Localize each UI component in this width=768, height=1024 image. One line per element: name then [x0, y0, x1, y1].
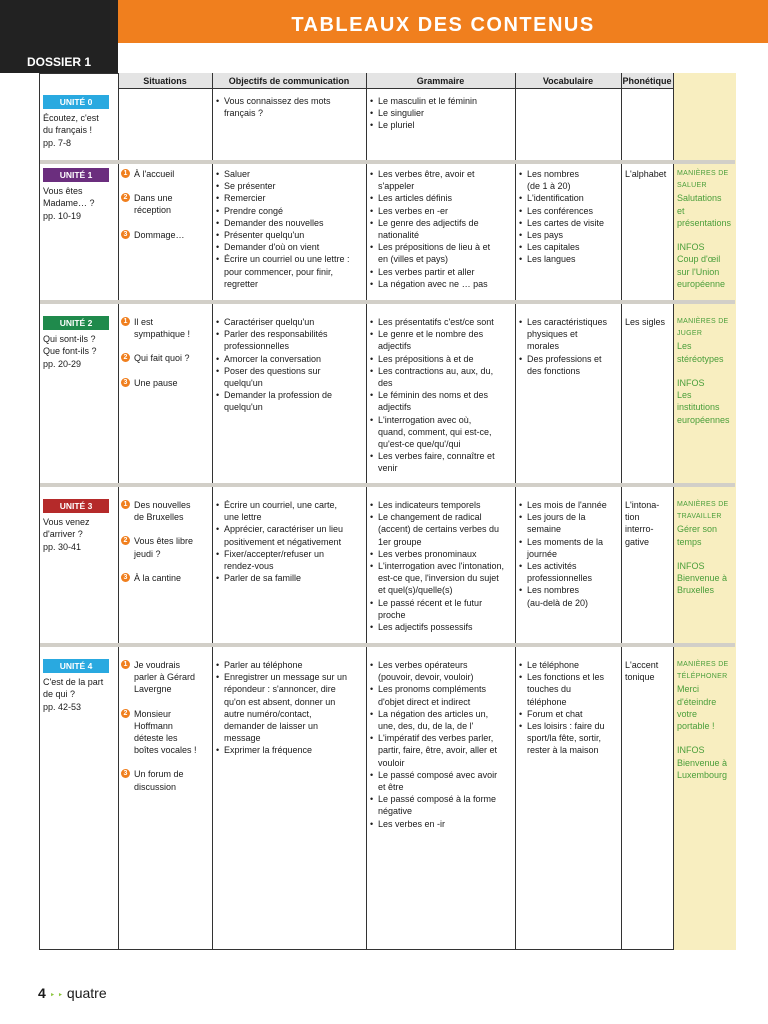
- manieres-body: Salutations et présentations INFOS Coup d'œil sur l'Union européenne: [677, 193, 732, 289]
- vocabulaire-cell: [519, 168, 619, 266]
- header-vocabulaire: Vocabulaire: [542, 76, 594, 86]
- column-divider: [515, 73, 516, 950]
- unit-badge: UNITÉ 3: [43, 499, 109, 513]
- objectif-item: • Vous connaissez des mots français ?: [216, 95, 362, 119]
- objectif-list: [216, 168, 362, 290]
- phonetique-cell: L'accent tonique: [625, 660, 659, 683]
- grammaire-list: [370, 499, 512, 633]
- objectif-item: • Se présenter: [216, 180, 362, 192]
- page-footer: [38, 985, 107, 1001]
- grammaire-item: • L'impératif des verbes parler, partir, faire, être, avoir, aller et vouloir: [370, 732, 512, 769]
- situation-text: Il est sympathique !: [134, 317, 191, 340]
- objectif-item: • Saluer: [216, 168, 362, 180]
- grammaire-item: • Les contractions au, aux, du, des: [370, 365, 512, 389]
- vocabulaire-list: [519, 316, 619, 377]
- situation-item: [121, 316, 210, 340]
- situations-cell: [121, 168, 210, 253]
- vocabulaire-item: • Les moments de la journée: [519, 536, 619, 560]
- unit-badge: UNITÉ 1: [43, 168, 109, 182]
- objectif-item: • Poser des questions sur quelqu'un: [216, 365, 362, 389]
- objectif-list: [216, 316, 362, 414]
- grammaire-cell: [370, 316, 512, 475]
- vocabulaire-item: • Les nombres (au-delà de 20): [519, 584, 619, 608]
- vocabulaire-item: • Forum et chat: [519, 708, 619, 720]
- number-badge-icon: 2: [121, 709, 130, 718]
- grammaire-item: • Le pluriel: [370, 119, 512, 131]
- vocabulaire-item: • Les activités professionnelles: [519, 560, 619, 584]
- situation-text: Des nouvelles de Bruxelles: [134, 500, 191, 523]
- vocabulaire-item: • Les loisirs : faire du sport/la fête, sortir, rester à la maison: [519, 720, 619, 757]
- objectifs-cell: [216, 499, 362, 584]
- vocabulaire-item: • Les fonctions et les touches du téléphone: [519, 671, 619, 708]
- vocabulaire-item: • Les caractéristiques physiques et morales: [519, 316, 619, 353]
- situation-item: [121, 499, 210, 523]
- unit-cell: [43, 95, 115, 149]
- number-badge-icon: 1: [121, 500, 130, 509]
- grammaire-item: • Le masculin et le féminin: [370, 95, 512, 107]
- objectif-item: • Fixer/accepter/refuser un rendez-vous: [216, 548, 362, 572]
- header-situations: Situations: [143, 76, 187, 86]
- situation-item: [121, 535, 210, 559]
- situation-text: Dans une réception: [134, 193, 173, 216]
- situations-cell: [121, 316, 210, 401]
- objectif-item: • Demander la profession de quelqu'un: [216, 389, 362, 413]
- manieres-cell: [677, 316, 734, 426]
- objectif-item: • Présenter quelqu'un: [216, 229, 362, 241]
- situation-item: [121, 659, 210, 696]
- grammaire-cell: [370, 659, 512, 830]
- objectif-item: • Demander des nouvelles: [216, 217, 362, 229]
- unit-title: Écoutez, c'est du français ! pp. 7-8: [43, 113, 99, 148]
- page-number: 4: [38, 985, 46, 1001]
- grammaire-item: • Les indicateurs temporels: [370, 499, 512, 511]
- number-badge-icon: 1: [121, 317, 130, 326]
- manieres-body: Merci d'éteindre votre portable ! INFOS Bienvenue à Luxembourg: [677, 684, 728, 780]
- grammaire-item: • Les verbes opérateurs (pouvoir, devoir, vouloir): [370, 659, 512, 683]
- number-badge-icon: 2: [121, 536, 130, 545]
- vocabulaire-cell: [519, 499, 619, 609]
- objectif-item: • Écrire un courriel ou une lettre : pour commencer, pour finir, regretter: [216, 253, 362, 290]
- manieres-heading: MANIÈRES DE JUGER: [677, 318, 729, 338]
- vocabulaire-item: • Les conférences: [519, 205, 619, 217]
- header-grammaire: Grammaire: [416, 76, 465, 86]
- grammaire-item: • Le genre et le nombre des adjectifs: [370, 328, 512, 352]
- vocabulaire-item: • Les langues: [519, 253, 619, 265]
- manieres-heading: MANIÈRES DE TÉLÉPHONER: [677, 661, 729, 681]
- grammaire-item: • Les prépositions à et de: [370, 353, 512, 365]
- objectif-item: • Parler des responsabilités professionnelles: [216, 328, 362, 352]
- vocabulaire-item: • Les capitales: [519, 241, 619, 253]
- grammaire-item: • Les verbes en -ir: [370, 818, 512, 830]
- manieres-cell: [677, 168, 734, 290]
- vocabulaire-list: [519, 659, 619, 757]
- vocabulaire-item: • Le téléphone: [519, 659, 619, 671]
- situations-cell: [121, 499, 210, 596]
- vocabulaire-cell: [519, 659, 619, 757]
- unit-cell: [43, 499, 115, 553]
- objectif-list: [216, 499, 362, 584]
- row-separator: [40, 483, 735, 487]
- page-word: quatre: [66, 985, 107, 1001]
- grammaire-list: [370, 95, 512, 132]
- row-separator: [40, 160, 735, 164]
- grammaire-item: • Les verbes pronominaux: [370, 548, 512, 560]
- dossier-label: DOSSIER 1: [26, 55, 92, 69]
- objectif-item: • Remercier: [216, 192, 362, 204]
- grammaire-item: • Les pronoms compléments d'objet direct et indirect: [370, 683, 512, 707]
- unit-title: Qui sont-ils ? Que font-ils ? pp. 20-29: [43, 334, 97, 369]
- situation-item: [121, 229, 210, 241]
- grammaire-item: • Le singulier: [370, 107, 512, 119]
- objectif-item: • Caractériser quelqu'un: [216, 316, 362, 328]
- situation-text: Un forum de discussion: [134, 769, 184, 792]
- column-divider: [212, 73, 213, 950]
- grammaire-item: • Les prépositions de lieu à et en (villes et pays): [370, 241, 512, 265]
- number-badge-icon: 1: [121, 169, 130, 178]
- unit-badge: UNITÉ 2: [43, 316, 109, 330]
- situation-item: [121, 192, 210, 216]
- situation-text: Dommage…: [134, 229, 185, 240]
- number-badge-icon: 3: [121, 230, 130, 239]
- manieres-body: Les stéréotypes INFOS Les institutions européennes: [677, 341, 730, 425]
- grammaire-list: [370, 316, 512, 475]
- situation-text: À la cantine: [134, 572, 182, 583]
- column-divider: [118, 73, 119, 950]
- situations-cell: [121, 659, 210, 805]
- objectif-item: • Amorcer la conversation: [216, 353, 362, 365]
- objectifs-cell: [216, 316, 362, 414]
- objectif-item: • Prendre congé: [216, 205, 362, 217]
- objectif-list: [216, 659, 362, 757]
- phonetique-cell: L'intona- tion interro- gative: [625, 500, 660, 547]
- vocabulaire-cell: [519, 316, 619, 377]
- manieres-heading: MANIÈRES DE SALUER: [677, 170, 729, 190]
- row-separator: [40, 300, 735, 304]
- grammaire-item: • Les verbes être, avoir et s'appeler: [370, 168, 512, 192]
- grammaire-cell: [370, 168, 512, 290]
- objectif-list: [216, 95, 362, 119]
- page-title: TABLEAUX DES CONTENUS: [291, 14, 595, 36]
- objectifs-cell: [216, 659, 362, 757]
- number-badge-icon: 3: [121, 378, 130, 387]
- vocabulaire-list: [519, 499, 619, 609]
- grammaire-item: • Les verbes en -er: [370, 205, 512, 217]
- situation-item: [121, 377, 210, 389]
- number-badge-icon: 2: [121, 353, 130, 362]
- vocabulaire-item: • Des professions et des fonctions: [519, 353, 619, 377]
- situation-item: [121, 352, 210, 364]
- objectif-item: • Apprécier, caractériser un lieu positivement et négativement: [216, 523, 362, 547]
- number-badge-icon: 2: [121, 193, 130, 202]
- objectif-item: • Enregistrer un message sur un répondeur : s'annoncer, dire qu'on est absent, donner un autre numéro/contact, demander de laisser un message: [216, 671, 362, 744]
- situation-item: [121, 768, 210, 792]
- grammaire-item: • L'interrogation avec l'intonation, est-ce que, l'inversion du sujet et quel(s)/quelle(s): [370, 560, 512, 597]
- grammaire-item: • Les articles définis: [370, 192, 512, 204]
- situation-text: Monsieur Hoffmann déteste les boîtes vocales !: [134, 708, 197, 756]
- grammaire-item: • Les adjectifs possessifs: [370, 621, 512, 633]
- grammaire-list: [370, 659, 512, 830]
- grammaire-item: • Le genre des adjectifs de nationalité: [370, 217, 512, 241]
- grammaire-item: • Le passé composé à la forme négative: [370, 793, 512, 817]
- grammaire-item: • Le passé composé avec avoir et être: [370, 769, 512, 793]
- unit-cell: [43, 659, 115, 713]
- unit-title: Vous êtes Madame… ? pp. 10-19: [43, 186, 95, 221]
- objectif-item: • Exprimer la fréquence: [216, 744, 362, 756]
- number-badge-icon: 3: [121, 769, 130, 778]
- column-divider: [621, 73, 622, 950]
- vocabulaire-item: • Les mois de l'année: [519, 499, 619, 511]
- unit-badge: UNITÉ 4: [43, 659, 109, 673]
- objectifs-cell: [216, 168, 362, 290]
- situation-item: [121, 168, 210, 180]
- grammaire-item: • Les verbes partir et aller: [370, 266, 512, 278]
- manieres-body: Gérer son temps INFOS Bienvenue à Bruxelles: [677, 524, 728, 596]
- grammaire-item: • La négation des articles un, une, des, du, de la, de l': [370, 708, 512, 732]
- grammaire-item: • Le changement de radical (accent) de certains verbes du 1er groupe: [370, 511, 512, 548]
- unit-title: C'est de la part de qui ? pp. 42-53: [43, 677, 104, 712]
- grammaire-list: [370, 168, 512, 290]
- header-phonetique: Phonétique: [622, 76, 672, 86]
- objectif-item: • Écrire un courriel, une carte, une lettre: [216, 499, 362, 523]
- vocabulaire-item: • Les cartes de visite: [519, 217, 619, 229]
- unit-badge: UNITÉ 0: [43, 95, 109, 109]
- manieres-cell: [677, 659, 734, 781]
- grammaire-cell: [370, 499, 512, 633]
- row-separator: [40, 643, 735, 647]
- phonetique-cell: Les sigles: [625, 317, 666, 327]
- vocabulaire-item: • L'identification: [519, 192, 619, 204]
- grammaire-item: • Les présentatifs c'est/ce sont: [370, 316, 512, 328]
- grammaire-item: • L'interrogation avec où, quand, comment, qui est-ce, qu'est-ce que/qu'/qui: [370, 414, 512, 451]
- vocabulaire-item: • Les jours de la semaine: [519, 511, 619, 535]
- unit-cell: [43, 316, 115, 370]
- grammaire-item: • Le féminin des noms et des adjectifs: [370, 389, 512, 413]
- dossier-tab: [0, 0, 118, 73]
- header-objectifs: Objectifs de communication: [228, 76, 350, 86]
- situation-text: Une pause: [134, 377, 178, 388]
- vocabulaire-item: • Les nombres (de 1 à 20): [519, 168, 619, 192]
- grammaire-cell: [370, 95, 512, 132]
- unit-cell: [43, 168, 115, 222]
- situation-text: Vous êtes libre jeudi ?: [134, 536, 194, 559]
- manieres-cell: [677, 499, 734, 597]
- situation-text: À l'accueil: [134, 169, 175, 179]
- number-badge-icon: 3: [121, 573, 130, 582]
- arrow-icon: ‣ ‣: [49, 990, 63, 1000]
- phonetique-cell: L'alphabet: [625, 169, 667, 179]
- column-divider: [366, 73, 367, 950]
- objectif-item: • Parler de sa famille: [216, 572, 362, 584]
- vocabulaire-item: • Les pays: [519, 229, 619, 241]
- grammaire-item: • Les verbes faire, connaître et venir: [370, 450, 512, 474]
- manieres-heading: MANIÈRES DE TRAVAILLER: [677, 501, 729, 521]
- situation-item: [121, 572, 210, 584]
- objectifs-cell: [216, 95, 362, 119]
- grammaire-item: • Le passé récent et le futur proche: [370, 597, 512, 621]
- vocabulaire-list: [519, 168, 619, 266]
- objectif-item: • Parler au téléphone: [216, 659, 362, 671]
- number-badge-icon: 1: [121, 660, 130, 669]
- situation-item: [121, 708, 210, 757]
- unit-title: Vous venez d'arriver ? pp. 30-41: [43, 517, 90, 552]
- grammaire-item: • La négation avec ne … pas: [370, 278, 512, 290]
- objectif-item: • Demander d'où on vient: [216, 241, 362, 253]
- situation-text: Je voudrais parler à Gérard Lavergne: [134, 660, 196, 695]
- situation-text: Qui fait quoi ?: [134, 353, 190, 364]
